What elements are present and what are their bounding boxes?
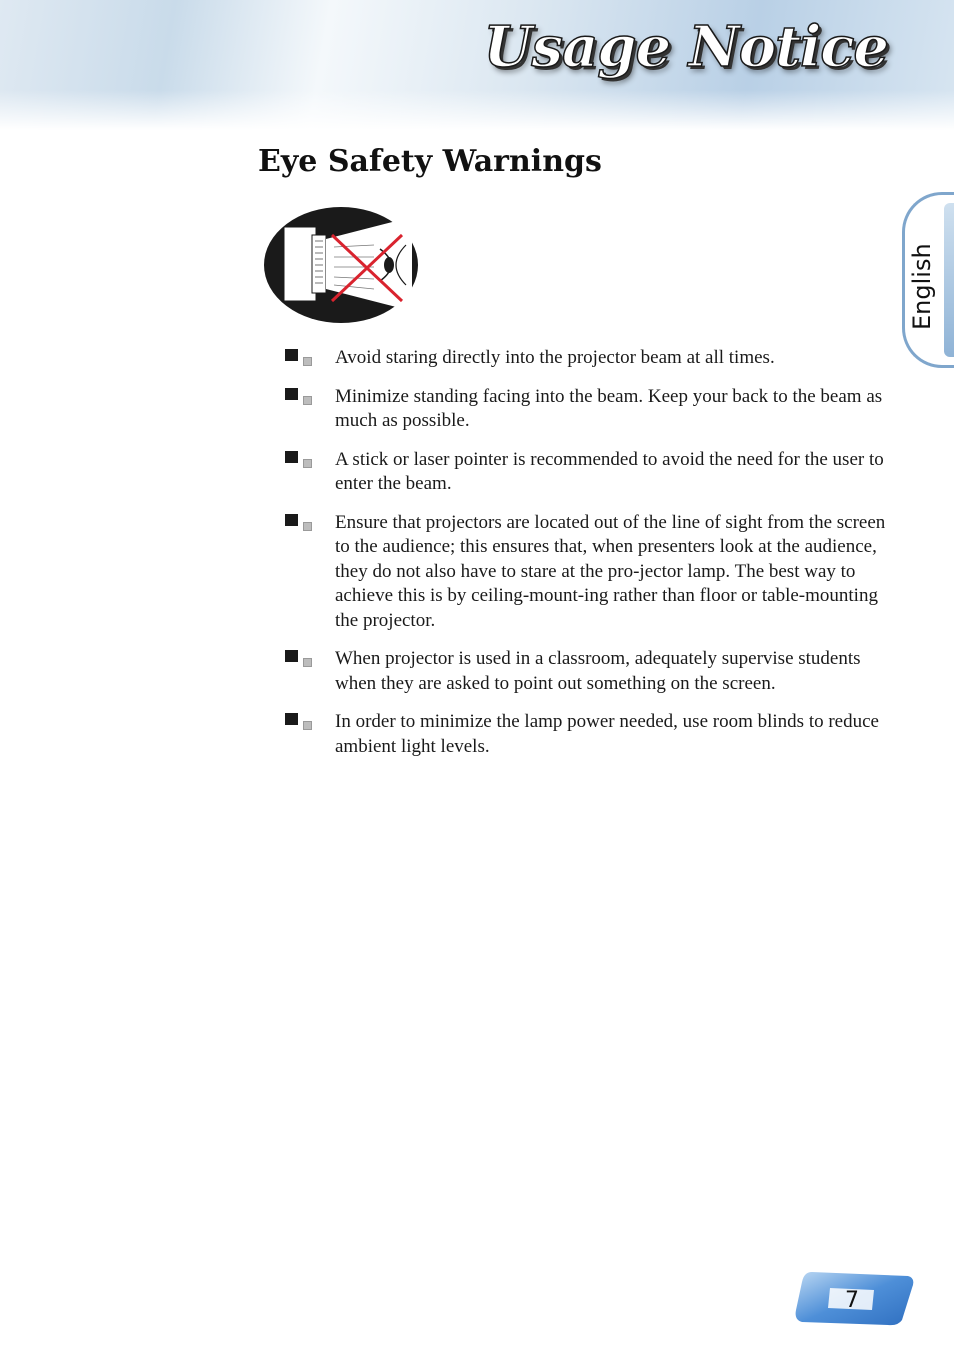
list-item-text: Avoid staring directly into the projector beam at all times. bbox=[335, 347, 775, 368]
section-title: Eye Safety Warnings bbox=[258, 144, 602, 179]
language-tab-label: English bbox=[908, 243, 936, 330]
square-bullet-icon bbox=[282, 388, 312, 408]
square-bullet-icon bbox=[282, 650, 312, 670]
page-number: 7 bbox=[845, 1288, 859, 1313]
list-item bbox=[282, 511, 902, 634]
square-bullet-icon bbox=[282, 451, 312, 471]
list-item-text: Minimize standing facing into the beam. Keep your back to the beam as much as possible. bbox=[335, 385, 883, 431]
square-bullet-icon bbox=[282, 713, 312, 733]
list-item bbox=[282, 710, 902, 759]
no-beam-eye-warning-icon bbox=[262, 205, 420, 325]
eye-safety-warning-list bbox=[282, 346, 902, 773]
list-item bbox=[282, 385, 902, 434]
list-item-text: A stick or laser pointer is recommended to avoid the need for the user to enter the beam. bbox=[335, 448, 884, 494]
list-item-text: When projector is used in a classroom, adequately supervise students when they are asked to point out something on the screen. bbox=[335, 648, 861, 694]
square-bullet-icon bbox=[282, 349, 312, 369]
list-item-text: In order to minimize the lamp power needed, use room blinds to reduce ambient light levels. bbox=[335, 711, 879, 757]
list-item-text: Ensure that projectors are located out of the line of sight from the screen to the audience; this ensures that, when presenters look at the audience, they do not also have to stare at the pro-jector lamp. The best way to achieve this is by ceiling-mount-ing rather than floor or table-mounting the projector. bbox=[335, 511, 886, 631]
list-item bbox=[282, 448, 902, 497]
list-item bbox=[282, 346, 902, 371]
list-item bbox=[282, 647, 902, 696]
square-bullet-icon bbox=[282, 514, 312, 534]
page-header-title: Usage Notice bbox=[483, 14, 888, 80]
